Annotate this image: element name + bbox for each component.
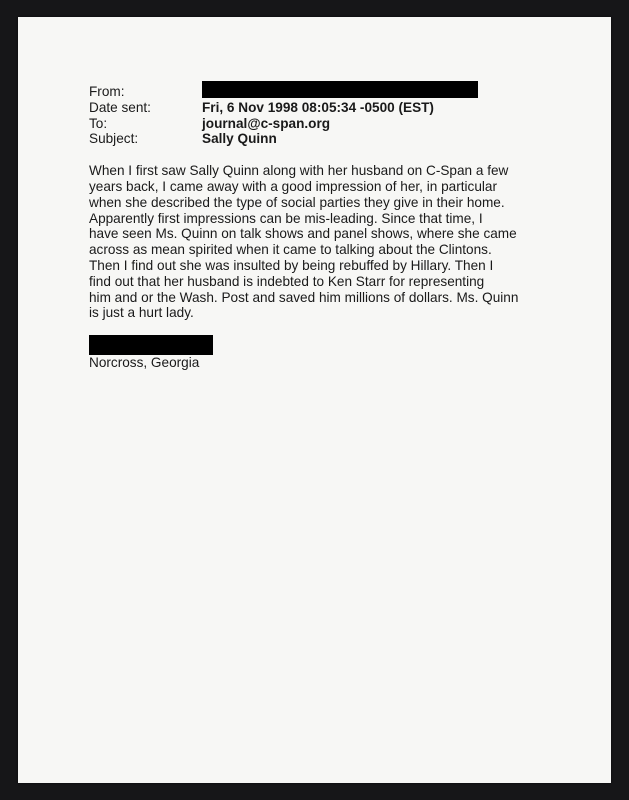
to-label: To: [89, 115, 108, 131]
date-label: Date sent: [89, 99, 151, 115]
body-line: Apparently first impressions can be mis-leading. Since that time, I [89, 210, 483, 226]
body-line: him and or the Wash. Post and saved him millions of dollars. Ms. Quinn [89, 289, 519, 305]
subject-label: Subject: [89, 131, 139, 147]
signature-block [89, 335, 559, 371]
subject-row [89, 131, 559, 147]
body-line: when she described the type of social parties they give in their home. [89, 194, 505, 210]
date-row [89, 100, 559, 116]
date-value: Fri, 6 Nov 1998 08:05:34 -0500 (EST) [202, 99, 434, 115]
subject-value: Sally Quinn [202, 131, 277, 147]
from-label: From: [89, 84, 125, 99]
body-line: have seen Ms. Quinn on talk shows and panel shows, where she came [89, 226, 517, 242]
body-line: When I first saw Sally Quinn along with her husband on C-Span a few [89, 163, 509, 179]
body-line: across as mean spirited when it came to talking about the Clintons. [89, 242, 492, 258]
body-line: Then I find out she was insulted by being rebuffed by Hillary. Then I [89, 257, 494, 273]
redacted-sender-box [202, 81, 478, 98]
from-row [89, 84, 559, 100]
email-header [89, 84, 559, 147]
email-printout [89, 84, 559, 371]
redacted-name-box [89, 335, 213, 355]
body-line: is just a hurt lady. [89, 305, 194, 321]
email-body [89, 163, 559, 321]
body-line: years back, I came away with a good impression of her, in particular [89, 178, 498, 194]
signature-location: Norcross, Georgia [89, 355, 200, 371]
body-line: find out that her husband is indebted to Ken Starr for representing [89, 273, 485, 289]
to-row [89, 116, 559, 132]
to-value: journal@c-span.org [202, 115, 331, 131]
